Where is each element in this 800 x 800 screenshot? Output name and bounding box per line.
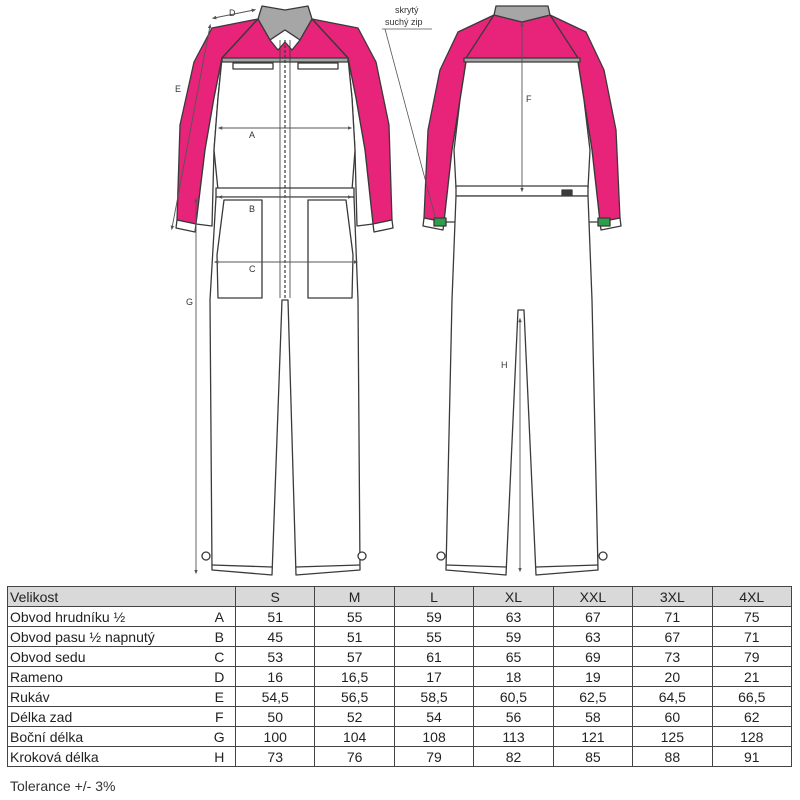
cell-value: 100 [236,727,315,747]
size-header-s: S [236,587,315,607]
cell-value: 50 [236,707,315,727]
cell-value: 88 [633,747,712,767]
measure-letter-h: H [501,360,508,370]
cell-value: 61 [394,647,473,667]
cell-value: 63 [553,627,632,647]
cell-value: 53 [236,647,315,667]
cell-value: 71 [712,627,791,647]
size-header-xxl: XXL [553,587,632,607]
row-label: Obvod pasu ½ napnutý [8,627,204,647]
cell-value: 71 [633,607,712,627]
cell-value: 58,5 [394,687,473,707]
cell-value: 125 [633,727,712,747]
table-row [8,607,792,627]
cell-value: 82 [474,747,553,767]
table-row [8,667,792,687]
size-header-4xl: 4XL [712,587,791,607]
cell-value: 75 [712,607,791,627]
cell-value: 62,5 [553,687,632,707]
measure-letter-b: B [249,204,256,214]
cell-value: 58 [553,707,632,727]
cell-value: 121 [553,727,632,747]
front-ankle-toggle-right [358,552,366,560]
row-label: Boční délka [8,727,204,747]
cell-value: 128 [712,727,791,747]
measure-letter-a: A [249,130,256,140]
table-row [8,707,792,727]
cell-value: 20 [633,667,712,687]
row-code: F [204,707,236,727]
cell-value: 17 [394,667,473,687]
cell-value: 73 [236,747,315,767]
row-code: C [204,647,236,667]
row-label: Délka zad [8,707,204,727]
cell-value: 45 [236,627,315,647]
cell-value: 67 [633,627,712,647]
cell-value: 59 [474,627,553,647]
cell-value: 79 [712,647,791,667]
measure-letter-e: E [175,84,182,94]
cell-value: 55 [394,627,473,647]
cell-value: 67 [553,607,632,627]
back-ankle-toggle-left [437,552,445,560]
cell-value: 51 [236,607,315,627]
cell-value: 63 [474,607,553,627]
back-right-cuff-green [598,218,610,226]
tolerance-note: Tolerance +/- 3% [10,778,116,794]
cell-value: 60,5 [474,687,553,707]
cell-value: 69 [553,647,632,667]
cell-value: 76 [315,747,394,767]
cell-value: 19 [553,667,632,687]
measure-letter-f: F [526,94,532,104]
measure-letter-c: C [249,264,256,274]
cell-value: 54 [394,707,473,727]
hidden-zip-label-line2: suchý zip [385,17,423,27]
back-legs [446,196,598,575]
table-row [8,687,792,707]
cell-value: 18 [474,667,553,687]
cell-value: 51 [315,627,394,647]
cell-value: 104 [315,727,394,747]
front-pocket-left [217,200,262,298]
cell-value: 21 [712,667,791,687]
front-ankle-toggle-left [202,552,210,560]
row-code: D [204,667,236,687]
cell-value: 16 [236,667,315,687]
measure-letter-d: D [229,8,236,18]
row-code: B [204,627,236,647]
cell-value: 91 [712,747,791,767]
cell-value: 73 [633,647,712,667]
row-label: Kroková délka [8,747,204,767]
size-table [7,586,792,767]
table-row [8,627,792,647]
cell-value: 54,5 [236,687,315,707]
cell-value: 56,5 [315,687,394,707]
row-label: Obvod hrudníku ½ [8,607,204,627]
cell-value: 62 [712,707,791,727]
cell-value: 85 [553,747,632,767]
size-header-l: L [394,587,473,607]
cell-value: 108 [394,727,473,747]
cell-value: 56 [474,707,553,727]
back-ankle-toggle-right [599,552,607,560]
cell-value: 66,5 [712,687,791,707]
row-code: A [204,607,236,627]
table-row [8,647,792,667]
row-label: Rukáv [8,687,204,707]
size-header-m: M [315,587,394,607]
size-table-header [8,587,792,607]
row-code: G [204,727,236,747]
table-row [8,747,792,767]
cell-value: 79 [394,747,473,767]
front-pocket-right [308,200,353,298]
cell-value: 16,5 [315,667,394,687]
size-header-label: Velikost [8,587,204,607]
cell-value: 113 [474,727,553,747]
size-header-xl: XL [474,587,553,607]
cell-value: 64,5 [633,687,712,707]
cell-value: 55 [315,607,394,627]
cell-value: 65 [474,647,553,667]
table-row [8,727,792,747]
measure-letter-g: G [186,297,194,307]
cell-value: 60 [633,707,712,727]
front-chest-pocket-left [233,63,273,69]
size-header-code [204,587,236,607]
front-chest-pocket-right [298,63,338,69]
cell-value: 57 [315,647,394,667]
hidden-zip-label-line1: skrytý [395,5,419,15]
cell-value: 59 [394,607,473,627]
row-code: E [204,687,236,707]
size-header-3xl: 3XL [633,587,712,607]
row-label: Obvod sedu [8,647,204,667]
row-code: H [204,747,236,767]
cell-value: 52 [315,707,394,727]
row-label: Rameno [8,667,204,687]
